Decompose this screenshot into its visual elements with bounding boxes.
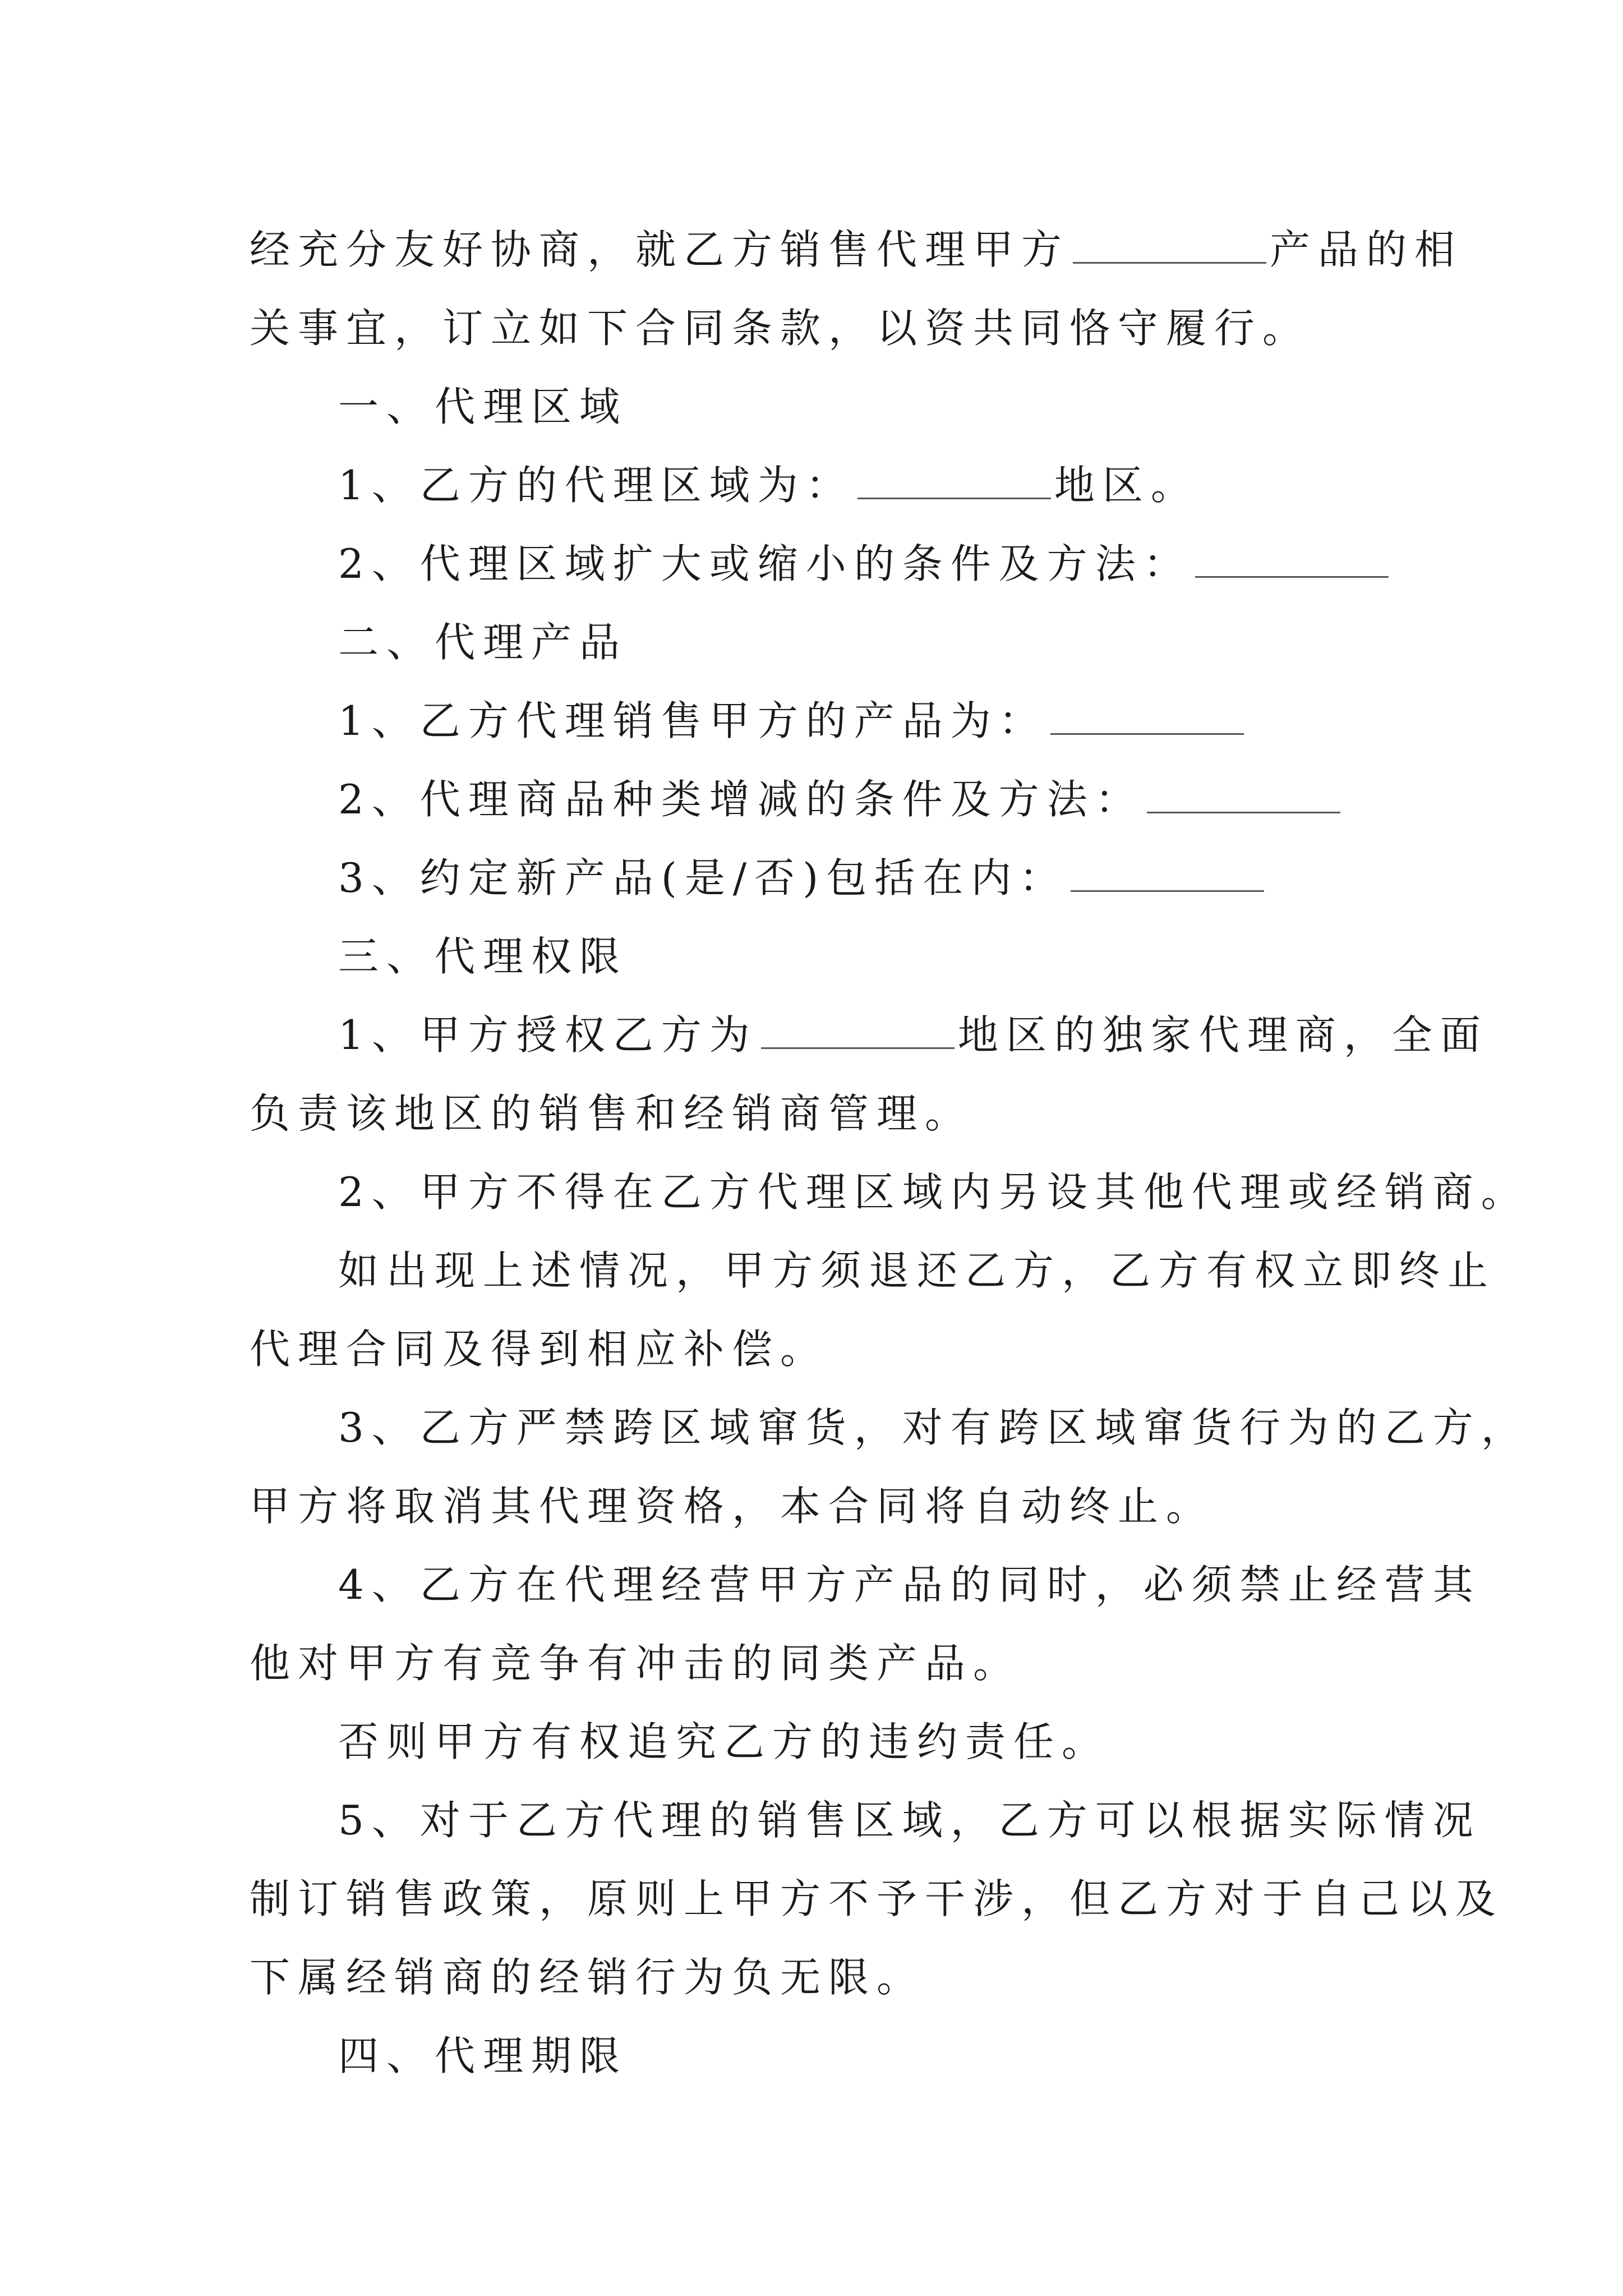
text: 代理合同及得到相应补偿。 xyxy=(250,1326,829,1373)
text: 1、甲方授权乙方为 xyxy=(338,1011,758,1059)
text: 1、乙方的代理区域为： xyxy=(338,462,854,509)
text: 2、代理区域扩大或缩小的条件及方法： xyxy=(338,540,1192,587)
document-body xyxy=(250,210,1529,2095)
text: 制订销售政策，原则上甲方不予干涉，但乙方对于自己以及 xyxy=(250,1875,1504,1922)
text: 关事宜，订立如下合同条款，以资共同恪守履行。 xyxy=(250,305,1311,352)
text: 3、约定新产品(是/否)包括在内： xyxy=(338,854,1068,901)
clause-line xyxy=(250,760,1388,839)
paragraph-line xyxy=(250,1938,1388,2017)
text: 负责该地区的销售和经销商管理。 xyxy=(250,1090,974,1137)
clause-line xyxy=(250,446,1388,524)
fill-in-blank[interactable] xyxy=(857,465,1051,499)
fill-in-blank[interactable] xyxy=(1050,701,1244,735)
fill-in-blank[interactable] xyxy=(1071,858,1264,892)
clause-line xyxy=(250,524,1388,603)
text: 产品的相 xyxy=(1270,226,1463,273)
paragraph-line xyxy=(250,1467,1388,1545)
text: 3、乙方严禁跨区域窜货，对有跨区域窜货行为的乙方， xyxy=(338,1404,1529,1451)
text: 1、乙方代理销售甲方的产品为： xyxy=(338,697,1047,744)
clause-line xyxy=(250,996,1488,1074)
fill-in-blank[interactable] xyxy=(1195,544,1389,578)
clause-line xyxy=(250,1703,1388,1781)
clause-line xyxy=(250,682,1388,760)
heading-text: 三、代理权限 xyxy=(338,933,628,980)
clause-line xyxy=(250,839,1388,917)
clause-line xyxy=(250,1545,1481,1624)
text: 否则甲方有权追究乙方的违约责任。 xyxy=(338,1718,1110,1765)
text: 下属经销商的经销行为负无限。 xyxy=(250,1954,925,2001)
text: 2、甲方不得在乙方代理区域内另设其他代理或经销商。 xyxy=(338,1168,1529,1216)
clause-line xyxy=(250,1388,1529,1467)
text: 4、乙方在代理经营甲方产品的同时，必须禁止经营其 xyxy=(338,1561,1481,1608)
clause-line xyxy=(250,1153,1529,1231)
text: 如出现上述情况，甲方须退还乙方，乙方有权立即终止 xyxy=(338,1247,1496,1294)
paragraph-line xyxy=(250,289,1388,367)
section-heading xyxy=(250,2017,1388,2095)
fill-in-blank[interactable] xyxy=(1073,229,1266,264)
section-heading xyxy=(250,603,1388,682)
text: 5、对于乙方代理的销售区域，乙方可以根据实际情况 xyxy=(338,1797,1481,1844)
text: 地区。 xyxy=(1054,462,1199,509)
section-heading xyxy=(250,367,1388,446)
clause-line xyxy=(250,1781,1481,1860)
paragraph-line xyxy=(250,1624,1388,1703)
text: 他对甲方有竞争有冲击的同类产品。 xyxy=(250,1640,1022,1687)
text: 2、代理商品种类增减的条件及方法： xyxy=(338,776,1144,823)
fill-in-blank[interactable] xyxy=(761,1015,955,1049)
section-heading xyxy=(250,917,1388,996)
paragraph-line xyxy=(250,1860,1504,1938)
clause-line xyxy=(250,1231,1496,1310)
paragraph-line xyxy=(250,1310,1388,1388)
text: 经充分友好协商，就乙方销售代理甲方 xyxy=(250,226,1070,273)
fill-in-blank[interactable] xyxy=(1147,779,1340,813)
text: 地区的独家代理商，全面 xyxy=(957,1011,1488,1059)
text: 甲方将取消其代理资格，本合同将自动终止。 xyxy=(250,1483,1215,1530)
paragraph-line xyxy=(250,210,1463,289)
heading-text: 四、代理期限 xyxy=(338,2032,628,2079)
paragraph-line xyxy=(250,1074,1388,1153)
heading-text: 一、代理区域 xyxy=(338,383,628,430)
heading-text: 二、代理产品 xyxy=(338,619,628,666)
